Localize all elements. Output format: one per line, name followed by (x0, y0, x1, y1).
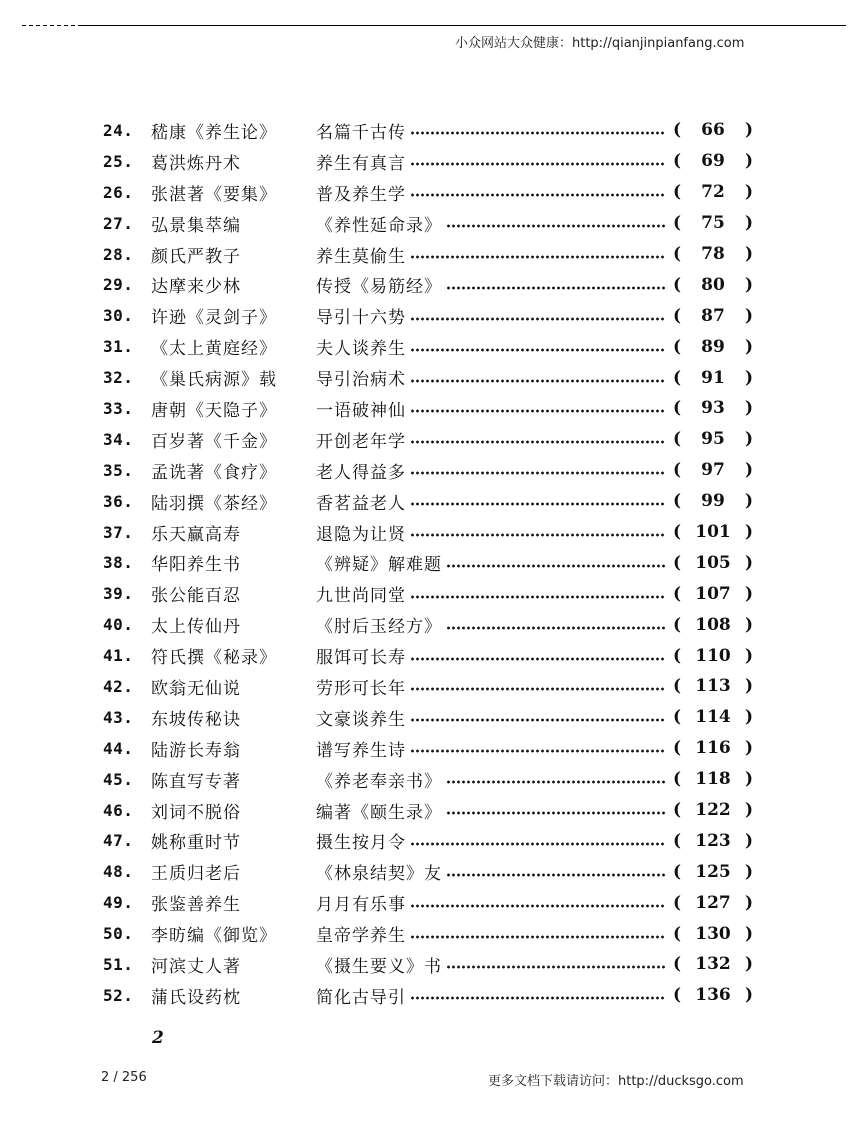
toc-entry-subtitle: 摄生按月令 (316, 833, 406, 854)
toc-page-number: 99 (701, 491, 725, 512)
toc-entry-subtitle: 导引治病术 (316, 370, 406, 391)
toc-page-number: 95 (701, 429, 725, 450)
toc-entry-number: 50. (103, 924, 134, 944)
toc-entry-title: 东坡传秘诀 (151, 709, 241, 730)
header-rule (80, 25, 846, 26)
toc-entry-number: 42. (103, 676, 134, 696)
toc-page-number: 69 (701, 151, 725, 172)
toc-dot-leader (410, 533, 665, 537)
toc-entry (103, 733, 763, 764)
toc-entry (103, 918, 763, 949)
toc-entry (103, 764, 763, 795)
paren-open: ( (673, 460, 682, 481)
paren-open: ( (673, 830, 682, 851)
toc-page-number: 108 (695, 614, 731, 635)
toc-entry-page (673, 244, 753, 264)
toc-entry (103, 609, 763, 640)
toc-page-number: 132 (695, 954, 731, 975)
toc-entry-subtitle: 名篇千古传 (316, 122, 406, 143)
toc-entry-number: 48. (103, 862, 134, 882)
toc-dot-leader (410, 842, 665, 846)
toc-entry-title: 张湛著《要集》 (151, 184, 277, 205)
toc-entry-page (673, 151, 753, 171)
table-of-contents (103, 115, 763, 1011)
paren-close: ) (744, 305, 753, 326)
toc-entry (103, 239, 763, 270)
toc-entry-title: 华阳养生书 (151, 555, 241, 576)
paren-open: ( (673, 305, 682, 326)
toc-entry (103, 856, 763, 887)
paren-open: ( (673, 892, 682, 913)
toc-entry (103, 825, 763, 856)
toc-entry (103, 269, 763, 300)
toc-entry-page (673, 120, 753, 140)
paren-close: ) (744, 460, 753, 481)
toc-dot-leader (410, 409, 665, 413)
toc-page-number: 127 (695, 892, 731, 913)
toc-entry-title: 颜氏严教子 (151, 246, 241, 267)
toc-entry-page (673, 862, 753, 882)
paren-open: ( (673, 398, 682, 419)
toc-entry (103, 362, 763, 393)
toc-dot-leader (446, 873, 665, 877)
toc-entry-title: 弘景集萃编 (151, 215, 241, 236)
toc-entry-number: 33. (103, 398, 134, 418)
paren-close: ) (744, 614, 753, 635)
paren-open: ( (673, 367, 682, 388)
paren-close: ) (744, 892, 753, 913)
toc-dot-leader (446, 286, 665, 290)
toc-entry (103, 424, 763, 455)
toc-entry-subtitle: 《肘后玉经方》 (316, 617, 442, 638)
toc-entry-number: 29. (103, 275, 134, 295)
toc-entry (103, 949, 763, 980)
toc-entry-title: 王质归老后 (151, 864, 241, 885)
toc-dot-leader (446, 965, 665, 969)
paren-open: ( (673, 244, 682, 264)
header-site-text: 小众网站大众健康：http://qianjinpianfang.com (455, 36, 745, 51)
toc-entry-number: 49. (103, 893, 134, 913)
toc-page-number: 66 (701, 120, 725, 141)
toc-entry-number: 40. (103, 615, 134, 635)
toc-entry-subtitle: 谱写养生诗 (316, 740, 406, 761)
paren-open: ( (673, 954, 682, 975)
paren-close: ) (744, 367, 753, 388)
toc-entry-title: 达摩来少林 (151, 277, 241, 298)
toc-entry-title: 张鉴善养生 (151, 895, 241, 916)
toc-entry-subtitle: 开创老年学 (316, 431, 406, 452)
toc-dot-leader (446, 811, 665, 815)
toc-entry-number: 44. (103, 738, 134, 758)
toc-entry-title: 张公能百忍 (151, 586, 241, 607)
paren-close: ) (744, 738, 753, 759)
toc-entry-subtitle: 《养老奉亲书》 (316, 771, 442, 792)
toc-entry-subtitle: 普及养生学 (316, 184, 406, 205)
toc-entry-page (673, 584, 753, 604)
toc-entry-page (673, 275, 753, 295)
toc-page-number: 107 (695, 583, 731, 604)
toc-page-number: 93 (701, 398, 725, 419)
paren-close: ) (744, 244, 753, 264)
toc-page-number: 116 (695, 738, 731, 759)
toc-page-number: 125 (695, 861, 731, 882)
toc-entry-number: 47. (103, 831, 134, 851)
toc-page-number: 113 (695, 676, 731, 697)
toc-entry (103, 702, 763, 733)
toc-page-number: 122 (695, 800, 731, 821)
paren-open: ( (673, 429, 682, 450)
paren-open: ( (673, 120, 682, 141)
toc-entry-title: 唐朝《天隐子》 (151, 400, 277, 421)
toc-entry-page (673, 368, 753, 388)
toc-entry-title: 乐天赢高寿 (151, 524, 241, 545)
toc-entry-title: 蒲氏设药枕 (151, 987, 241, 1008)
paren-open: ( (673, 861, 682, 882)
paren-open: ( (673, 274, 682, 295)
toc-dot-leader (410, 749, 665, 753)
toc-dot-leader (410, 255, 665, 259)
toc-entry-title: 百岁著《千金》 (151, 431, 277, 452)
toc-entry-title: 许逊《灵剑子》 (151, 308, 277, 329)
toc-dot-leader (446, 224, 665, 228)
toc-entry (103, 177, 763, 208)
toc-entry (103, 486, 763, 517)
toc-entry-title: 葛洪炼丹术 (151, 153, 241, 174)
toc-page-number: 91 (701, 367, 725, 388)
paren-open: ( (673, 182, 682, 203)
paren-close: ) (744, 769, 753, 790)
paren-close: ) (744, 398, 753, 419)
toc-entry-title: 河滨丈人著 (151, 956, 241, 977)
toc-entry-title: 孟诜著《食疗》 (151, 462, 277, 483)
paren-close: ) (744, 830, 753, 851)
paren-close: ) (744, 522, 753, 543)
paren-close: ) (744, 954, 753, 975)
toc-entry-title: 陈直写专著 (151, 771, 241, 792)
paren-close: ) (744, 645, 753, 666)
paren-open: ( (673, 800, 682, 821)
toc-entry (103, 146, 763, 177)
paren-open: ( (673, 769, 682, 790)
toc-entry-title: 陆羽撰《茶经》 (151, 493, 277, 514)
toc-entry-page (673, 491, 753, 511)
toc-entry-number: 27. (103, 213, 134, 233)
toc-entry (103, 115, 763, 146)
toc-dot-leader (446, 780, 665, 784)
paren-open: ( (673, 707, 682, 728)
paren-close: ) (744, 800, 753, 821)
toc-entry-page (673, 429, 753, 449)
toc-entry-page (673, 553, 753, 573)
paren-open: ( (673, 614, 682, 635)
toc-entry-number: 26. (103, 182, 134, 202)
toc-entry-subtitle: 夫人谈养生 (316, 339, 406, 360)
toc-entry (103, 393, 763, 424)
header-rule-dashes (22, 25, 80, 26)
toc-entry-page (673, 306, 753, 326)
toc-entry-title: 姚称重时节 (151, 833, 241, 854)
paren-open: ( (673, 151, 682, 172)
toc-page-number: 78 (701, 244, 725, 264)
toc-page-number: 110 (695, 645, 731, 666)
toc-entry-subtitle: 文豪谈养生 (316, 709, 406, 730)
toc-entry-page (673, 769, 753, 789)
toc-entry-number: 31. (103, 337, 134, 357)
printed-page-number: 2 (152, 1028, 164, 1048)
toc-entry-subtitle: 香茗益老人 (316, 493, 406, 514)
toc-entry-number: 32. (103, 368, 134, 388)
toc-entry-title: 《巢氏病源》载 (151, 370, 277, 391)
toc-entry-page (673, 738, 753, 758)
toc-entry-page (673, 676, 753, 696)
toc-entry-subtitle: 简化古导引 (316, 987, 406, 1008)
toc-entry-number: 45. (103, 769, 134, 789)
toc-entry-number: 24. (103, 120, 134, 140)
toc-page-number: 72 (701, 182, 725, 203)
toc-entry-subtitle: 导引十六势 (316, 308, 406, 329)
paren-close: ) (744, 336, 753, 357)
toc-entry-title: 太上传仙丹 (151, 617, 241, 638)
toc-entry-number: 51. (103, 954, 134, 974)
toc-dot-leader (410, 718, 665, 722)
toc-dot-leader (410, 193, 665, 197)
paren-open: ( (673, 676, 682, 697)
toc-page-number: 130 (695, 923, 731, 944)
paren-open: ( (673, 336, 682, 357)
toc-entry-subtitle: 皇帝学养生 (316, 926, 406, 947)
toc-entry-subtitle: 劳形可长年 (316, 678, 406, 699)
toc-dot-leader (410, 687, 665, 691)
toc-entry (103, 795, 763, 826)
toc-entry (103, 208, 763, 239)
toc-entry (103, 517, 763, 548)
paren-open: ( (673, 923, 682, 944)
toc-entry-number: 41. (103, 646, 134, 666)
toc-dot-leader (410, 317, 665, 321)
toc-dot-leader (410, 502, 665, 506)
toc-entry (103, 578, 763, 609)
toc-entry-subtitle: 九世尚同堂 (316, 586, 406, 607)
footer-site-text: 更多文档下载请访问：http://ducksgo.com (488, 1074, 744, 1089)
toc-dot-leader (410, 996, 665, 1000)
toc-dot-leader (410, 379, 665, 383)
toc-page-number: 97 (701, 460, 725, 481)
toc-dot-leader (410, 348, 665, 352)
toc-entry-page (673, 893, 753, 913)
paren-close: ) (744, 923, 753, 944)
toc-entry-subtitle: 退隐为让贤 (316, 524, 406, 545)
paren-close: ) (744, 182, 753, 203)
toc-page-number: 123 (695, 830, 731, 851)
toc-entry-page (673, 707, 753, 727)
toc-entry-title: 刘词不脱俗 (151, 802, 241, 823)
toc-entry (103, 980, 763, 1011)
toc-entry-page (673, 985, 753, 1005)
toc-dot-leader (410, 162, 665, 166)
toc-dot-leader (410, 657, 665, 661)
toc-entry-page (673, 954, 753, 974)
paren-close: ) (744, 707, 753, 728)
paren-open: ( (673, 491, 682, 512)
toc-dot-leader (410, 904, 665, 908)
toc-entry-page (673, 646, 753, 666)
paren-open: ( (673, 645, 682, 666)
toc-page-number: 118 (695, 769, 731, 790)
paren-close: ) (744, 676, 753, 697)
toc-entry-number: 52. (103, 985, 134, 1005)
toc-entry-number: 37. (103, 522, 134, 542)
toc-entry-title: 嵇康《养生论》 (151, 122, 277, 143)
toc-entry-page (673, 182, 753, 202)
toc-page-number: 101 (695, 522, 731, 543)
paren-close: ) (744, 429, 753, 450)
paren-open: ( (673, 738, 682, 759)
toc-entry-subtitle: 编著《颐生录》 (316, 802, 442, 823)
toc-page-number: 136 (695, 985, 731, 1006)
toc-entry-number: 39. (103, 584, 134, 604)
paren-close: ) (744, 120, 753, 141)
toc-entry (103, 547, 763, 578)
toc-entry-title: 李昉编《御览》 (151, 926, 277, 947)
toc-dot-leader (410, 440, 665, 444)
toc-entry-subtitle: 养生莫偷生 (316, 246, 406, 267)
toc-entry-page (673, 337, 753, 357)
toc-entry-page (673, 924, 753, 944)
paren-open: ( (673, 583, 682, 604)
toc-entry-page (673, 460, 753, 480)
toc-entry-number: 43. (103, 707, 134, 727)
toc-entry-subtitle: 《摄生要义》书 (316, 956, 442, 977)
toc-entry-number: 30. (103, 306, 134, 326)
toc-entry-title: 《太上黄庭经》 (151, 339, 277, 360)
toc-dot-leader (446, 626, 665, 630)
toc-page-number: 89 (701, 336, 725, 357)
toc-entry-number: 34. (103, 429, 134, 449)
toc-entry-subtitle: 老人得益多 (316, 462, 406, 483)
toc-entry-title: 符氏撰《秘录》 (151, 648, 277, 669)
toc-entry (103, 300, 763, 331)
toc-entry-subtitle: 养生有真言 (316, 153, 406, 174)
paren-open: ( (673, 985, 682, 1006)
toc-entry-subtitle: 传授《易筋经》 (316, 277, 442, 298)
toc-entry-page (673, 522, 753, 542)
toc-entry (103, 640, 763, 671)
toc-entry-subtitle: 月月有乐事 (316, 895, 406, 916)
paren-close: ) (744, 491, 753, 512)
toc-page-number: 75 (701, 213, 725, 234)
toc-entry-number: 38. (103, 553, 134, 573)
page-indicator: 2 / 256 (101, 1070, 147, 1085)
toc-page-number: 80 (701, 274, 725, 295)
toc-page-number: 87 (701, 305, 725, 326)
paren-close: ) (744, 274, 753, 295)
paren-close: ) (744, 552, 753, 573)
toc-entry (103, 331, 763, 362)
toc-entry-subtitle: 《养性延命录》 (316, 215, 442, 236)
toc-dot-leader (410, 935, 665, 939)
toc-entry-number: 46. (103, 800, 134, 820)
toc-entry-subtitle: 《辨疑》解难题 (316, 555, 442, 576)
toc-page-number: 105 (695, 552, 731, 573)
paren-open: ( (673, 522, 682, 543)
toc-entry-subtitle: 一语破神仙 (316, 400, 406, 421)
toc-entry-title: 欧翁无仙说 (151, 678, 241, 699)
paren-open: ( (673, 552, 682, 573)
toc-entry-number: 35. (103, 460, 134, 480)
toc-dot-leader (410, 131, 665, 135)
toc-entry-page (673, 398, 753, 418)
toc-page-number: 114 (695, 707, 731, 728)
toc-entry-number: 28. (103, 244, 134, 264)
toc-entry (103, 455, 763, 486)
toc-entry (103, 887, 763, 918)
toc-entry-page (673, 615, 753, 635)
toc-entry-page (673, 800, 753, 820)
toc-entry-number: 25. (103, 151, 134, 171)
toc-entry-title: 陆游长寿翁 (151, 740, 241, 761)
toc-entry-page (673, 831, 753, 851)
toc-dot-leader (446, 564, 665, 568)
paren-close: ) (744, 985, 753, 1006)
toc-entry-number: 36. (103, 491, 134, 511)
paren-close: ) (744, 583, 753, 604)
toc-entry-subtitle: 服饵可长寿 (316, 648, 406, 669)
toc-entry-subtitle: 《林泉结契》友 (316, 864, 442, 885)
toc-entry-page (673, 213, 753, 233)
paren-close: ) (744, 213, 753, 234)
toc-dot-leader (410, 471, 665, 475)
paren-open: ( (673, 213, 682, 234)
toc-dot-leader (410, 595, 665, 599)
toc-entry (103, 671, 763, 702)
paren-close: ) (744, 861, 753, 882)
paren-close: ) (744, 151, 753, 172)
